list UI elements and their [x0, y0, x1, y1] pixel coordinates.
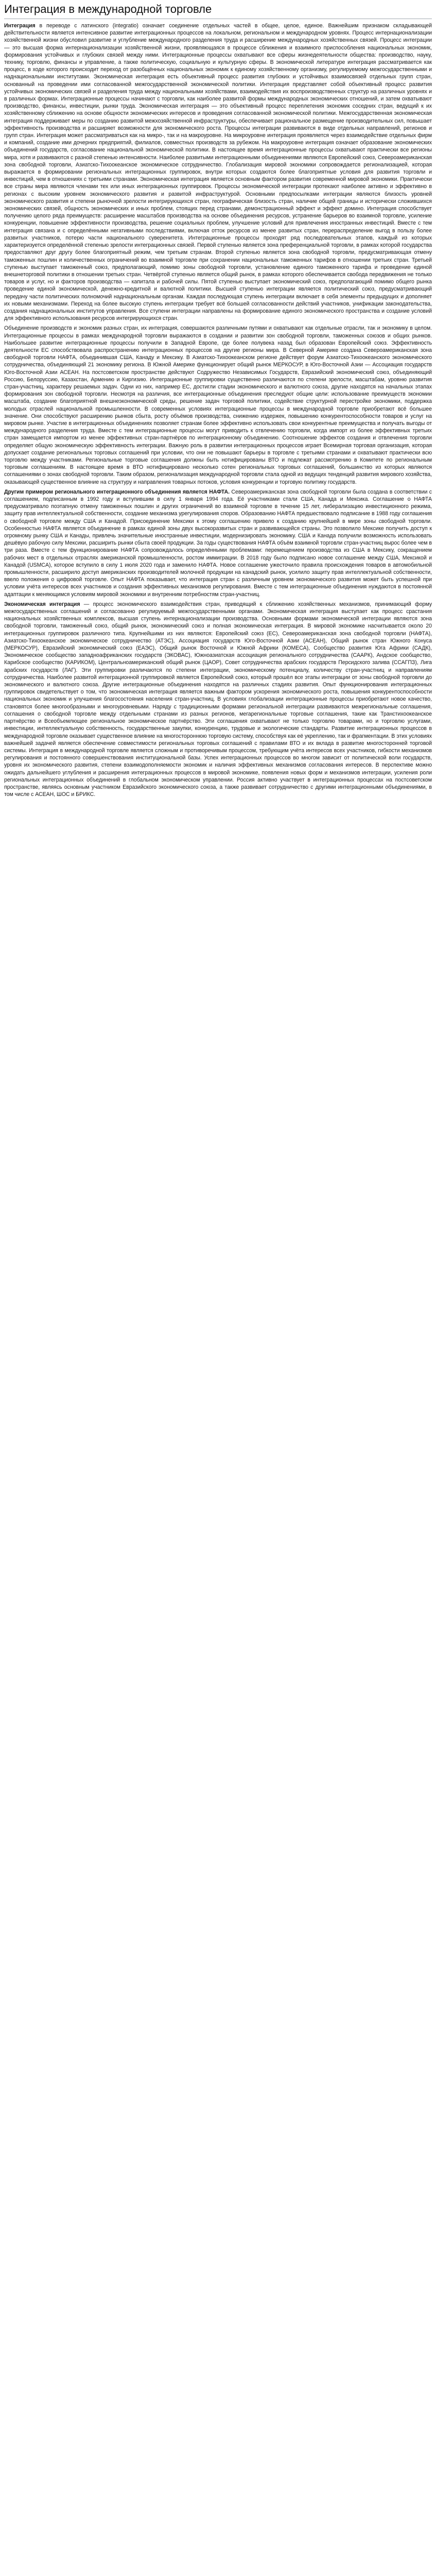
paragraph-text: в переводе с латинского (integratio) означает соединение отдельных частей в общее, целое, единое. Важнейшим признаком складывающей действительности является интенсивное развитие интеграционных процессов на локальном, региональном и международном уровнях. Процесс интернационализации хозяйственной жизни обусловил развитие и углубление международного разделения труда и расширение международных хозяйственных связей. Процесс интеграции — это высшая форма интернационализации хозяйственной жизни, проявляющаяся в процессе сближения и взаимного приспособления национальных экономик, формирования устойчивых и глубоких связей между ними. Интеграционные процессы охватывают все сферы жизнедеятельности общества: производство, науку, технику, торговлю, финансы и управление, а также политическую, социальную и культурную сферы. В экономической литературе интеграция рассматривается как процесс, в ходе которого происходит переход от разобщённых национальных экономик к единому хозяйственному организму, регулируемому межгосударственными и наднациональными институтами. Экономическая интеграция есть объективный процесс развития глубоких и устойчивых взаимосвязей отдельных групп стран, основанный на проведении ими согласованной межгосударственной экономической политики. Интеграция представляет собой объективный процесс развития устойчивых экономических связей и разделения труда между национальными хозяйствами, взаимодействия их воспроизводственных структур на различных уровнях и в различных формах. Интеграционные процессы начинают с торговли, как наиболее развитой формы международных экономических отношений, и затем охватывают производство, финансы, инвестиции, рынки труда. Экономическая интеграция — это объективный процесс переплетения экономик соседних стран, ведущий к их хозяйственному сближению на основе общности экономических интересов и проведения согласованной экономической политики. Межгосударственная экономическая интеграция поддерживает меры по созданию развитой межхозяйственной инфраструктуры, обеспечивает рациональное размещение производительных сил, повышает эффективность производства и расширяет возможности для экономического роста. Процессы интеграции развиваются в виде отдельных направлений, регионов и групп стран. Интеграция может рассматриваться как на микро-, так и на макроуровне. На микроуровне интеграция проявляется через взаимодействие отдельных фирм и компаний, создание ими дочерних предприятий, филиалов, совместных производств за рубежом. На макроуровне интеграция означает образование экономических объединений государств, согласование национальной экономической политики. В настоящее время интеграционные процессы охватывают практически все регионы мира, хотя и развиваются с разной степенью интенсивности. Наиболее развитыми интеграционными объединениями являются Европейский союз, Североамериканская зона свободной торговли, Азиатско-Тихоокеанское экономическое сотрудничество. Глобализация мировой экономики сопровождается регионализацией, которая выражается в формировании региональных интеграционных группировок, внутри которых создаются более благоприятные условия для развития торговли и инвестиций, чем в отношениях с третьими странами. Экономическая интеграция является основным фактором развития современной мировой экономики. Практически все страны мира являются членами тех или иных интеграционных группировок. Процессы экономической интеграции протекают наиболее активно и эффективно в регионах с высоким уровнем экономического развития и развитой инфраструктурой. Основными предпосылками интеграции являются близость уровней экономического развития и степени рыночной зрелости интегрирующихся стран, географическая близость стран, наличие общей границы и исторически сложившихся экономических связей, общность экономических и иных проблем, стоящих перед странами, демонстрационный эффект и эффект домино. Интеграция способствует получению целого ряда преимуществ: расширение масштабов производства на основе объединения ресурсов, устранение барьеров во взаимной торговле, усиление конкуренции, повышение эффективности производства, решение социальных проблем, улучшение условий для привлечения иностранных инвестиций. Вместе с тем интеграция связана и с определёнными негативными последствиями, включая отток ресурсов из менее развитых стран, перераспределение выгод в пользу более развитых участников, потерю части национального суверенитета. Интеграционные процессы проходят ряд последовательных этапов, каждый из которых характеризуется определённой степенью зрелости интеграционных связей. Первой ступенью является зона преференциальной торговли, в рамках которой государства предоставляют друг другу более благоприятный режим, чем третьим странам. Второй ступенью является зона свободной торговли, предусматривающая отмену таможенных пошлин и количественных ограничений во взаимной торговле при сохранении национальных таможенных тарифов в отношении третьих стран. Третьей ступенью выступает таможенный союз, предполагающий, помимо зоны свободной торговли, установление единого таможенного тарифа и проведение единой внешнеторговой политики в отношении третьих стран. Четвёртой ступенью является общий рынок, в рамках которого обеспечивается свобода передвижения не только товаров и услуг, но и факторов производства — капитала и рабочей силы. Пятой ступенью выступает экономический союз, предполагающий помимо общего рынка проведение единой экономической, денежно-кредитной и валютной политики. Высшей ступенью интеграции является политический союз, предусматривающий передачу части политических полномочий наднациональным органам. Каждая последующая ступень интеграции включает в себя элементы предыдущих и дополняет их новыми механизмами. Переход на более высокую ступень интеграции требует всё большей согласованности действий участников, унификации законодательства, создания наднациональных институтов управления. Все ступени интеграции направлены на формирование единого экономического пространства и создание условий для эффективного использования ресурсов интегрирующихся стран. [4, 23, 432, 322]
paragraph-nafta-example [4, 488, 432, 598]
paragraph-text: — процесс экономического взаимодействия стран, приводящий к сближению хозяйственных механизмов, принимающий форму межгосударственных соглашений и согласованно регулируемый межгосударственными органами. Экономическая интеграция выступает как процесс срастания национальных хозяйственных комплексов, высшая ступень интернационализации производства. Основными формами экономической интеграции являются зона свободной торговли, таможенный союз, общий рынок, экономический союз и полная экономическая интеграция. В мировой экономике насчитывается около 20 интеграционных группировок различного типа. Крупнейшими из них являются: Европейский союз (ЕС), Североамериканская зона свободной торговли (НАФТА), Азиатско-Тихоокеанское экономическое сотрудничество (АТЭС), Ассоциация государств Юго-Восточной Азии (АСЕАН), Общий рынок стран Южного Конуса (МЕРКОСУР), Евразийский экономический союз (ЕАЭС), Общий рынок Восточной и Южной Африки (КОМЕСА), Сообщество развития Юга Африки (САДК), Экономическое сообщество западноафриканских государств (ЭКОВАС), Южноазиатская ассоциация регионального сотрудничества (СААРК), Андское сообщество, Карибское сообщество (КАРИКОМ), Центральноамериканский общий рынок (ЦАОР), Совет сотрудничества арабских государств Персидского залива (ССАГПЗ), Лига арабских государств (ЛАГ). Эти группировки различаются по степени интеграции, экономическому потенциалу, количеству стран-участниц и направлениям сотрудничества. Наиболее развитой интеграционной группировкой является Европейский союз, который прошёл все этапы интеграции от зоны свободной торговли до экономического и валютного союза. Другие интеграционные объединения находятся на различных стадиях развития. Опыт функционирования интеграционных группировок свидетельствует о том, что экономическая интеграция является важным фактором ускорения экономического роста, повышения конкурентоспособности национальных экономик и улучшения благосостояния населения стран-участниц. В условиях глобализации интеграционные процессы приобретают новое качество, становятся более многообразными и многоуровневыми. Наряду с традиционными формами региональной интеграции развиваются межрегиональные соглашения, соглашения о свободной торговле между отдельными странами из разных регионов, мегарегиональные торговые соглашения, такие как Транстихоокеанское партнёрство и Всеобъемлющее региональное экономическое партнёрство. Эти соглашения охватывают не только торговлю товарами, но и торговлю услугами, инвестиции, интеллектуальную собственность, государственные закупки, конкуренцию, трудовые и экологические стандарты. Развитие интеграционных процессов в международной торговле оказывает существенное влияние на многостороннюю торговую систему, способствуя как её укреплению, так и фрагментации. В этих условиях важнейшей задачей является обеспечение совместимости региональных торговых соглашений с правилами ВТО и их вклада в развитие многосторонней торговой системы. Интеграция в международной торговле является сложным и противоречивым процессом, требующим учёта интересов всех участников, гибкости механизмов регулирования и постоянного совершенствования институциональной базы. Успех интеграционных процессов во многом зависит от политической воли государств, уровня их экономического развития, степени взаимодополняемости экономик и наличия эффективных механизмов согласования интересов. В перспективе можно ожидать дальнейшего углубления и расширения интеграционных процессов в мировой экономике, появления новых форм и механизмов интеграции, усиления роли региональных интеграционных объединений в глобальном экономическом управлении. Россия активно участвует в интеграционных процессах на постсоветском пространстве, являясь основным участником Евразийского экономического союза, а также развивает сотрудничество с другими интеграционными объединениями, в том числе с АСЕАН, ШОС и БРИКС. [4, 601, 432, 798]
paragraph-integration-forms [4, 325, 432, 485]
article-title: Интеграция в международной торговле [4, 2, 432, 19]
paragraph-text: Североамериканская зона свободной торговли была создана в соответствии с соглашением, подписанным в 1992 году и вступившим в силу 1 января 1994 года. Её участниками стали США, Канада и Мексика. Соглашение о НАФТА предусматривало поэтапную отмену таможенных пошлин и других ограничений во взаимной торговле в течение 15 лет, либерализацию инвестиционного режима, защиту прав интеллектуальной собственности, создание механизма урегулирования споров. Образованию НАФТА предшествовало подписание в 1988 году соглашения о свободной торговле между США и Канадой. Присоединение Мексики к этому соглашению привело к созданию крупнейшей в мире зоны свободной торговли. Особенностью НАФТА является объединение в рамках единой зоны двух высокоразвитых стран и развивающейся страны. Это позволило Мексике получить доступ к огромному рынку США и Канады, привлечь значительные иностранные инвестиции, модернизировать экономику. США и Канада получили возможность использовать дешёвую рабочую силу Мексики, расширить рынки сбыта своей продукции. За годы существования НАФТА объём взаимной торговли стран-участниц вырос более чем в три раза. Вместе с тем функционирование НАФТА сопровождалось определёнными проблемами: перемещением производства из США в Мексику, сокращением рабочих мест в отдельных отраслях американской промышленности, ростом иммиграции. В 2018 году было подписано новое соглашение между США, Мексикой и Канадой (USMCA), которое вступило в силу 1 июля 2020 года и заменило НАФТА. Новое соглашение ужесточило правила происхождения товаров в автомобильной промышленности, расширило доступ американских производителей молочной продукции на канадский рынок, усилило защиту прав интеллектуальной собственности, ввело положения о цифровой торговле. Опыт НАФТА показывает, что интеграция стран с различным уровнем экономического развития может быть успешной при условии учёта интересов всех участников и создания эффективных механизмов регулирования. Вместе с тем интеграционные объединения нуждаются в постоянной адаптации к меняющимся условиям мировой экономики и внутренним потребностям стран-участниц. [4, 488, 432, 598]
paragraph-economic-integration [4, 601, 432, 798]
paragraph-lead: Экономическая интеграция [4, 601, 80, 607]
paragraph-text: Объединение производств и экономик разных стран, их интеграция, совершаются различными путями и охватывают как отдельные отрасли, так и экономику в целом. Интеграционные процессы в рамках международной торговли выражаются в создании и развитии зон свободной торговли, таможенных союзов и общих рынков. Наибольшее развитие интеграционные процессы получили в Западной Европе, где более полувека назад был образован Европейский союз. Эффективность деятельности ЕС способствовала распространению интеграционных процессов на другие регионы мира. В Северной Америке создана Североамериканская зона свободной торговли НАФТА, объединившая США, Канаду и Мексику. В Азиатско-Тихоокеанском регионе действует форум Азиатско-Тихоокеанского экономического сотрудничества, объединяющий 21 экономику региона. В Южной Америке функционирует общий рынок МЕРКОСУР, в Юго-Восточной Азии — Ассоциация государств Юго-Восточной Азии АСЕАН. На постсоветском пространстве действуют Содружество Независимых Государств, Евразийский экономический союз, объединяющий Россию, Белоруссию, Казахстан, Армению и Киргизию. Интеграционные группировки существенно различаются по степени зрелости, масштабам, уровню развития стран-участниц, характеру решаемых задач. Одни из них, например ЕС, достигли стадии экономического и валютного союза, другие находятся на начальных этапах формирования зон свободной торговли. Несмотря на различия, все интеграционные объединения преследуют общие цели: использование преимуществ экономии масштаба, создание благоприятной внешнеэкономической среды, решение задач торговой политики, содействие структурной перестройке экономики, поддержка молодых отраслей национальной промышленности. В современных условиях интеграционные процессы в международной торговле приобретают всё большее значение. Они способствуют расширению рынков сбыта, росту объёмов производства, снижению издержек, повышению конкурентоспособности товаров и услуг на мировом рынке. Участие в интеграционных объединениях позволяет странам более эффективно использовать свои конкурентные преимущества и получать выгоды от международного разделения труда. Вместе с тем интеграционные процессы могут приводить к отвлечению торговли, когда импорт из более эффективных третьих стран замещается импортом из менее эффективных стран-партнёров по интеграционному объединению. Соотношение эффектов создания и отвлечения торговли определяет общую экономическую эффективность интеграции. Важную роль в развитии интеграционных процессов играет Всемирная торговая организация, которая допускает создание региональных торговых соглашений при условии, что они не повышают барьеры в торговле с третьими странами и охватывают практически всю торговлю между участниками. Региональные торговые соглашения должны быть нотифицированы ВТО и подлежат рассмотрению в Комитете по региональным торговым соглашениям. В настоящее время в ВТО нотифицировано несколько сотен региональных торговых соглашений, большинство из которых являются соглашениями о зонах свободной торговли. Таким образом, регионализация международной торговли стала одной из ведущих тенденций развития мирового хозяйства, оказывающей существенное влияние на структуру и направления товарных потоков, условия конкуренции и торговую политику государств. [4, 325, 432, 485]
paragraph-lead: Интеграция [4, 23, 36, 29]
paragraph-integration-definition [4, 22, 432, 322]
paragraph-lead: Другим примером регионального интеграционного объединения является НАФТА. [4, 488, 230, 495]
